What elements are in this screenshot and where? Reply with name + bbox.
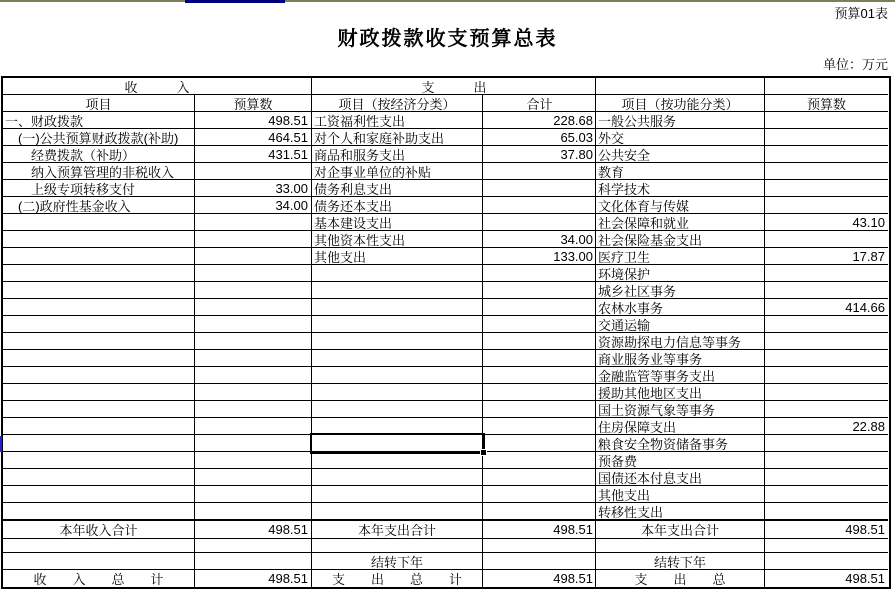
revenue-amount-cell[interactable] bbox=[195, 486, 311, 503]
expenditure-functional-amount-cell[interactable] bbox=[765, 282, 888, 299]
revenue-item-cell[interactable] bbox=[3, 452, 195, 469]
expenditure-economic-item-cell[interactable] bbox=[312, 265, 483, 282]
revenue-amount-cell[interactable] bbox=[195, 452, 311, 469]
revenue-item-cell[interactable] bbox=[3, 316, 195, 333]
revenue-amount-cell[interactable] bbox=[195, 503, 311, 520]
expenditure-functional-grand-total-label-cell[interactable]: 支 出 总 bbox=[596, 570, 765, 587]
expenditure-economic-amount-cell[interactable]: 65.03 bbox=[483, 129, 596, 146]
expenditure-functional-item-cell[interactable]: 医疗卫生 bbox=[596, 248, 765, 265]
fill-handle[interactable] bbox=[480, 449, 487, 456]
expenditure-economic-item-cell[interactable]: 其他资本性支出 bbox=[312, 231, 483, 248]
expenditure-functional-item-cell[interactable]: 转移性支出 bbox=[596, 503, 765, 520]
expenditure-functional-spacer-cell[interactable] bbox=[596, 539, 765, 553]
expenditure-functional-item-cell[interactable]: 社会保障和就业 bbox=[596, 214, 765, 231]
expenditure-functional-item-cell[interactable]: 金融监管等事务支出 bbox=[596, 367, 765, 384]
expenditure-functional-amount-cell[interactable] bbox=[765, 384, 888, 401]
revenue-year-total-value-cell[interactable]: 498.51 bbox=[195, 520, 311, 539]
expenditure-economic-amount-cell[interactable] bbox=[483, 418, 596, 435]
revenue-amount-cell[interactable] bbox=[195, 214, 311, 231]
expenditure-functional-year-total-value-cell[interactable]: 498.51 bbox=[765, 520, 888, 539]
expenditure-economic-amount-cell[interactable] bbox=[483, 316, 596, 333]
revenue-item-cell[interactable] bbox=[3, 367, 195, 384]
expenditure-economic-amount-cell[interactable] bbox=[483, 401, 596, 418]
expenditure-economic-item-cell[interactable] bbox=[312, 316, 483, 333]
revenue-amount-cell[interactable] bbox=[195, 316, 311, 333]
revenue-item-cell[interactable] bbox=[3, 486, 195, 503]
expenditure-economic-item-cell[interactable] bbox=[312, 503, 483, 520]
revenue-spacer-cell[interactable] bbox=[195, 539, 311, 553]
expenditure-economic-amount-cell[interactable] bbox=[483, 163, 596, 180]
revenue-item-cell[interactable] bbox=[3, 418, 195, 435]
expenditure-economic-amount-cell[interactable] bbox=[483, 350, 596, 367]
expenditure-economic-year-total-label-cell[interactable]: 本年支出合计 bbox=[312, 520, 483, 539]
revenue-amount-cell[interactable] bbox=[195, 384, 311, 401]
revenue-amount-cell[interactable]: 464.51 bbox=[195, 129, 311, 146]
expenditure-economic-amount-cell[interactable] bbox=[483, 486, 596, 503]
revenue-item-cell[interactable]: 一、财政拨款 bbox=[3, 112, 195, 129]
expenditure-functional-item-cell[interactable]: 粮食安全物资储备事务 bbox=[596, 435, 765, 452]
expenditure-functional-item-cell[interactable]: 环境保护 bbox=[596, 265, 765, 282]
revenue-amount-cell[interactable] bbox=[195, 248, 311, 265]
expenditure-economic-item-cell[interactable]: 其他支出 bbox=[312, 248, 483, 265]
expenditure-functional-amount-cell[interactable] bbox=[765, 231, 888, 248]
expenditure-functional-amount-cell[interactable] bbox=[765, 112, 888, 129]
budget-table bbox=[1, 76, 891, 589]
expenditure-economic-item-cell[interactable] bbox=[312, 401, 483, 418]
revenue-item-cell[interactable]: (二)政府性基金收入 bbox=[3, 197, 195, 214]
expenditure-functional-amount-column-header[interactable]: 预算数 bbox=[765, 95, 888, 112]
sheet-number-label: 预算01表 bbox=[834, 6, 888, 21]
expenditure-economic-section-header-cell[interactable]: 支 出 bbox=[312, 78, 596, 95]
revenue-amount-cell[interactable] bbox=[195, 350, 311, 367]
revenue-grand-total-value-cell[interactable]: 498.51 bbox=[268, 571, 308, 586]
revenue-spacer-cell[interactable] bbox=[3, 539, 195, 553]
expenditure-economic-carryover-label-cell[interactable]: 结转下年 bbox=[312, 553, 483, 570]
revenue-amount-cell[interactable] bbox=[195, 299, 311, 316]
expenditure-functional-amount-cell[interactable] bbox=[765, 129, 888, 146]
expenditure-functional-item-cell[interactable]: 文化体育与传媒 bbox=[596, 197, 765, 214]
expenditure-functional-amount-cell[interactable] bbox=[765, 180, 888, 197]
expenditure-economic-item-cell[interactable]: 债务利息支出 bbox=[312, 180, 483, 197]
expenditure-functional-grand-total-value-cell[interactable]: 498.51 bbox=[845, 571, 885, 586]
revenue-item-cell[interactable] bbox=[3, 231, 195, 248]
window-top-edge-bar bbox=[0, 0, 895, 2]
revenue-item-cell[interactable]: 上级专项转移支付 bbox=[3, 180, 195, 197]
revenue-amount-cell[interactable] bbox=[195, 282, 311, 299]
revenue-amount-cell[interactable] bbox=[195, 401, 311, 418]
revenue-item-cell[interactable] bbox=[3, 350, 195, 367]
revenue-item-cell[interactable] bbox=[3, 282, 195, 299]
expenditure-functional-item-cell[interactable]: 预备费 bbox=[596, 452, 765, 469]
revenue-amount-cell[interactable] bbox=[195, 418, 311, 435]
revenue-carryover-label-cell[interactable] bbox=[3, 553, 195, 570]
revenue-section-header-cell[interactable]: 收 入 bbox=[3, 78, 311, 95]
expenditure-economic-item-cell[interactable]: 债务还本支出 bbox=[312, 197, 483, 214]
expenditure-economic-carryover-value-cell[interactable] bbox=[483, 553, 596, 570]
revenue-amount-cell[interactable] bbox=[195, 469, 311, 486]
revenue-item-cell[interactable] bbox=[3, 299, 195, 316]
expenditure-functional-header-blank-cell[interactable] bbox=[765, 78, 888, 95]
expenditure-functional-item-cell[interactable]: 国土资源气象等事务 bbox=[596, 401, 765, 418]
revenue-amount-cell[interactable]: 498.51 bbox=[195, 112, 311, 129]
expenditure-economic-amount-cell[interactable]: 34.00 bbox=[483, 231, 596, 248]
expenditure-economic-amount-cell[interactable] bbox=[483, 197, 596, 214]
expenditure-economic-item-cell[interactable] bbox=[312, 367, 483, 384]
expenditure-functional-item-cell[interactable]: 资源勘探电力信息等事务 bbox=[596, 333, 765, 350]
revenue-amount-cell[interactable]: 34.00 bbox=[195, 197, 311, 214]
window-top-edge-accent bbox=[185, 0, 285, 3]
revenue-grand-total-label-cell[interactable]: 收 入 总 计 bbox=[3, 570, 195, 587]
revenue-item-cell[interactable] bbox=[3, 503, 195, 520]
expenditure-functional-amount-cell[interactable] bbox=[765, 452, 888, 469]
revenue-item-cell[interactable] bbox=[3, 333, 195, 350]
expenditure-functional-spacer-cell[interactable] bbox=[765, 539, 888, 553]
revenue-item-column-header[interactable]: 项目 bbox=[3, 95, 195, 112]
expenditure-functional-amount-cell[interactable] bbox=[765, 350, 888, 367]
expenditure-economic-item-cell[interactable]: 工资福利性支出 bbox=[312, 112, 483, 129]
expenditure-functional-amount-cell[interactable]: 17.87 bbox=[765, 248, 888, 265]
revenue-item-cell[interactable] bbox=[3, 469, 195, 486]
expenditure-economic-item-column-header[interactable]: 项目（按经济分类） bbox=[312, 95, 483, 112]
expenditure-functional-item-cell[interactable]: 农林水事务 bbox=[596, 299, 765, 316]
revenue-item-cell[interactable] bbox=[3, 401, 195, 418]
expenditure-functional-item-cell[interactable]: 交通运输 bbox=[596, 316, 765, 333]
expenditure-economic-amount-cell[interactable]: 37.80 bbox=[483, 146, 596, 163]
expenditure-economic-item-cell[interactable] bbox=[312, 486, 483, 503]
expenditure-economic-spacer-cell[interactable] bbox=[312, 539, 483, 553]
expenditure-functional-item-cell[interactable]: 城乡社区事务 bbox=[596, 282, 765, 299]
expenditure-economic-item-cell[interactable] bbox=[312, 452, 483, 469]
expenditure-functional-item-cell[interactable]: 教育 bbox=[596, 163, 765, 180]
expenditure-economic-item-cell[interactable]: 对企事业单位的补贴 bbox=[312, 163, 483, 180]
expenditure-economic-item-cell[interactable] bbox=[312, 469, 483, 486]
expenditure-economic-amount-cell[interactable] bbox=[483, 367, 596, 384]
expenditure-economic-grand-total-value-cell[interactable]: 498.51 bbox=[553, 571, 593, 586]
revenue-item-cell[interactable] bbox=[3, 435, 195, 452]
expenditure-economic-year-total-value-cell[interactable]: 498.51 bbox=[483, 520, 596, 539]
expenditure-functional-amount-cell[interactable]: 414.66 bbox=[765, 299, 888, 316]
section-revenue bbox=[3, 78, 311, 587]
selected-cell-outline bbox=[310, 433, 485, 454]
section-expenditure-economic bbox=[311, 78, 595, 587]
expenditure-functional-amount-cell[interactable] bbox=[765, 265, 888, 282]
revenue-item-cell[interactable] bbox=[3, 214, 195, 231]
expenditure-economic-amount-cell[interactable] bbox=[483, 265, 596, 282]
expenditure-functional-amount-cell[interactable]: 22.88 bbox=[765, 418, 888, 435]
expenditure-functional-amount-cell[interactable] bbox=[765, 401, 888, 418]
expenditure-functional-amount-cell[interactable] bbox=[765, 367, 888, 384]
expenditure-economic-amount-cell[interactable] bbox=[483, 503, 596, 520]
expenditure-economic-item-cell[interactable]: 基本建设支出 bbox=[312, 214, 483, 231]
expenditure-economic-item-cell[interactable] bbox=[312, 384, 483, 401]
expenditure-functional-item-cell[interactable]: 援助其他地区支出 bbox=[596, 384, 765, 401]
expenditure-economic-amount-cell[interactable] bbox=[483, 435, 596, 452]
expenditure-functional-amount-cell[interactable] bbox=[765, 163, 888, 180]
expenditure-functional-item-cell[interactable]: 外交 bbox=[596, 129, 765, 146]
revenue-year-total-label-cell[interactable]: 本年收入合计 bbox=[3, 520, 195, 539]
expenditure-functional-amount-cell[interactable] bbox=[765, 435, 888, 452]
expenditure-functional-item-cell[interactable]: 社会保险基金支出 bbox=[596, 231, 765, 248]
revenue-carryover-value-cell[interactable] bbox=[195, 553, 311, 570]
expenditure-economic-amount-cell[interactable] bbox=[483, 384, 596, 401]
revenue-amount-cell[interactable]: 33.00 bbox=[195, 180, 311, 197]
expenditure-economic-item-cell[interactable]: 对个人和家庭补助支出 bbox=[312, 129, 483, 146]
expenditure-economic-item-cell[interactable] bbox=[312, 299, 483, 316]
revenue-amount-cell[interactable] bbox=[195, 265, 311, 282]
expenditure-functional-item-cell[interactable]: 住房保障支出 bbox=[596, 418, 765, 435]
expenditure-functional-item-cell[interactable]: 公共安全 bbox=[596, 146, 765, 163]
expenditure-functional-amount-cell[interactable] bbox=[765, 486, 888, 503]
expenditure-functional-amount-cell[interactable]: 43.10 bbox=[765, 214, 888, 231]
section-expenditure-functional bbox=[595, 78, 887, 587]
unit-label: 单位：万元 bbox=[822, 57, 888, 72]
expenditure-economic-amount-column-header[interactable]: 合计 bbox=[483, 95, 596, 112]
expenditure-economic-amount-cell[interactable] bbox=[483, 180, 596, 197]
expenditure-functional-item-cell[interactable]: 科学技术 bbox=[596, 180, 765, 197]
expenditure-functional-amount-cell[interactable] bbox=[765, 146, 888, 163]
row-selection-marker bbox=[0, 436, 2, 452]
expenditure-economic-amount-cell[interactable] bbox=[483, 469, 596, 486]
expenditure-functional-amount-cell[interactable] bbox=[765, 333, 888, 350]
expenditure-economic-item-cell[interactable]: 商品和服务支出 bbox=[312, 146, 483, 163]
revenue-item-cell[interactable]: 经费拨款（补助） bbox=[3, 146, 195, 163]
expenditure-functional-item-cell[interactable]: 国债还本付息支出 bbox=[596, 469, 765, 486]
expenditure-economic-amount-cell[interactable] bbox=[483, 299, 596, 316]
expenditure-functional-amount-cell[interactable] bbox=[765, 316, 888, 333]
revenue-amount-cell[interactable]: 431.51 bbox=[195, 146, 311, 163]
expenditure-economic-amount-cell[interactable]: 228.68 bbox=[483, 112, 596, 129]
expenditure-functional-amount-cell[interactable] bbox=[765, 469, 888, 486]
expenditure-economic-item-cell[interactable] bbox=[312, 350, 483, 367]
expenditure-functional-item-cell[interactable]: 商业服务业等事务 bbox=[596, 350, 765, 367]
expenditure-functional-amount-cell[interactable] bbox=[765, 503, 888, 520]
expenditure-economic-item-cell[interactable] bbox=[312, 333, 483, 350]
expenditure-functional-amount-cell[interactable] bbox=[765, 197, 888, 214]
expenditure-economic-amount-cell[interactable] bbox=[483, 214, 596, 231]
revenue-item-cell[interactable]: (一)公共预算财政拨款(补助) bbox=[3, 129, 195, 146]
expenditure-economic-amount-cell[interactable]: 133.00 bbox=[483, 248, 596, 265]
expenditure-economic-amount-cell[interactable] bbox=[483, 282, 596, 299]
revenue-amount-cell[interactable] bbox=[195, 367, 311, 384]
expenditure-functional-item-cell[interactable]: 一般公共服务 bbox=[596, 112, 765, 129]
expenditure-functional-year-total-label-cell[interactable]: 本年支出合计 bbox=[596, 520, 765, 539]
expenditure-economic-item-cell[interactable] bbox=[312, 282, 483, 299]
expenditure-functional-item-column-header[interactable]: 项目（按功能分类） bbox=[596, 95, 765, 112]
expenditure-economic-spacer-cell[interactable] bbox=[483, 539, 596, 553]
expenditure-functional-item-cell[interactable]: 其他支出 bbox=[596, 486, 765, 503]
page-title: 财政拨款收支预算总表 bbox=[337, 28, 558, 50]
expenditure-functional-carryover-label-cell[interactable]: 结转下年 bbox=[596, 553, 765, 570]
revenue-item-cell[interactable]: 纳入预算管理的非税收入 bbox=[3, 163, 195, 180]
revenue-item-cell[interactable] bbox=[3, 384, 195, 401]
revenue-item-cell[interactable] bbox=[3, 265, 195, 282]
expenditure-functional-carryover-value-cell[interactable] bbox=[765, 553, 888, 570]
revenue-amount-cell[interactable] bbox=[195, 231, 311, 248]
revenue-amount-cell[interactable] bbox=[195, 435, 311, 452]
expenditure-economic-grand-total-label-cell[interactable]: 支 出 总 计 bbox=[312, 570, 483, 587]
expenditure-economic-amount-cell[interactable] bbox=[483, 452, 596, 469]
revenue-amount-cell[interactable] bbox=[195, 163, 311, 180]
revenue-amount-column-header[interactable]: 预算数 bbox=[195, 95, 311, 112]
revenue-item-cell[interactable] bbox=[3, 248, 195, 265]
expenditure-economic-amount-cell[interactable] bbox=[483, 333, 596, 350]
expenditure-functional-header-blank-cell[interactable] bbox=[596, 78, 765, 95]
revenue-amount-cell[interactable] bbox=[195, 333, 311, 350]
